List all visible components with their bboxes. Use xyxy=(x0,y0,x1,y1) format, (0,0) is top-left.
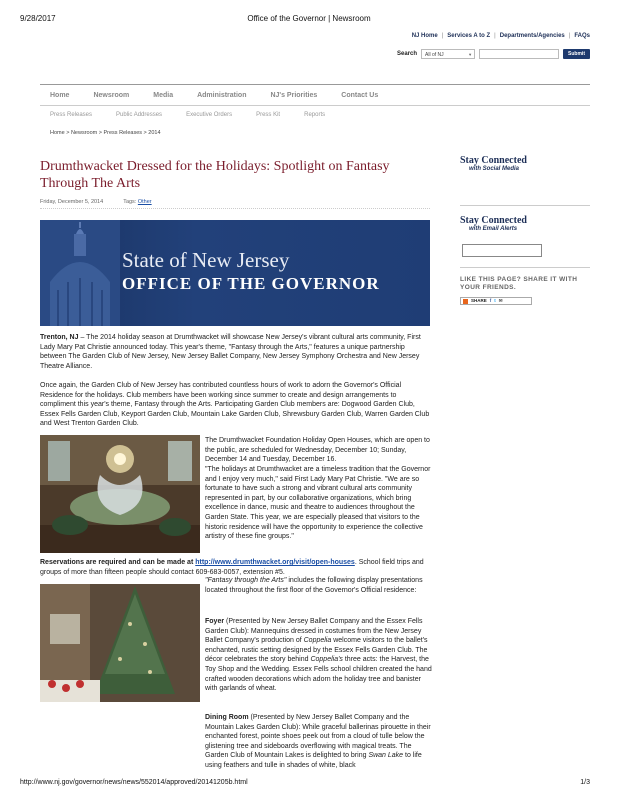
utility-nav: NJ Home | Services A to Z | Departments/Agencies | FAQs xyxy=(411,33,590,39)
reservations-rest: . School field trips and groups of more than fifteen people should contact 609-683-0057, extension #5. xyxy=(40,559,424,576)
open-houses-link[interactable]: http://www.drumthwacket.org/visit/open-houses xyxy=(195,559,355,566)
mainnav-media[interactable]: Media xyxy=(153,91,174,99)
paragraph-open-houses: The Drumthwacket Foundation Holiday Open Houses, which are open to the public, are scheduled for Wednesday, December 10; Sunday, December 14 and Tuesday, December 16. xyxy=(205,437,430,464)
dining-text-b: to life using feathers and tulle in shades of white, black xyxy=(205,752,422,769)
foyer-heading: Foyer xyxy=(205,618,225,625)
sidebar-divider xyxy=(460,205,590,206)
article-meta xyxy=(40,199,152,205)
paragraph-quote: "The holidays at Drumthwacket are a timeless tradition that the Governor and I enjoy very much," said First Lady Mary Pat Christie. "We are so fortunate to have such a strong and vibrant cultural arts community represented in part, by our collaborative organizations, which bring excellence in dance, music and theatre to audiences throughout the Garden State. This year, we are especially pleased that visitors to the historic residence will have the opportunity to experience the collective artistry of these fine groups." xyxy=(205,466,431,541)
paragraph-intro xyxy=(40,333,430,371)
foyer-coppelia: Coppelia xyxy=(303,637,332,645)
print-url: http://www.nj.gov/governor/news/news/552014/approved/20141205b.html xyxy=(20,779,248,786)
paragraph-reservations xyxy=(40,558,432,577)
foyer-coppelias: Coppelia's xyxy=(310,656,343,664)
foyer-text-c: three acts: the Harvest, the Toy Shop and the Wedding. Essex Fells school children created the hand crafted wooden decorations which adorn the holiday tree and banister with garlands of wheat. xyxy=(205,656,432,693)
search-submit-button[interactable]: Submit xyxy=(563,49,590,59)
search-bar xyxy=(397,49,590,59)
facebook-icon: f xyxy=(489,298,492,303)
article-title: Drumthwacket Dressed for the Holidays: Spotlight on Fantasy Through The Arts xyxy=(40,159,390,191)
dateline: Trenton, NJ xyxy=(40,334,79,341)
email-icon: ✉ xyxy=(498,298,503,303)
paragraph-displays xyxy=(205,576,433,595)
subnav-press-releases[interactable]: Press Releases xyxy=(50,112,93,118)
twitter-icon: t xyxy=(494,298,496,303)
search-scope-select[interactable]: All of NJ ▼ xyxy=(421,49,475,59)
foyer-text-a: (Presented by New Jersey Ballet Company and the Essex Fells Garden Club): Mannequins dressed in costumes from the New Jersey Ballet Company's production of xyxy=(205,618,423,645)
mainnav-contact[interactable]: Contact Us xyxy=(341,91,379,99)
paragraph-foyer xyxy=(205,617,433,694)
breadcrumb[interactable]: Home > Newsroom > Press Releases > 2014 xyxy=(50,130,161,136)
foyer-photo xyxy=(40,584,200,702)
email-subheading: with Email Alerts xyxy=(469,226,518,232)
banner-office-line: OFFICE OF THE GOVERNOR xyxy=(122,274,380,293)
tag-link[interactable]: Other xyxy=(137,199,152,205)
title-divider xyxy=(40,208,430,209)
subnav-executive-orders[interactable]: Executive Orders xyxy=(186,112,233,118)
share-icon xyxy=(463,299,468,304)
displays-theme: "Fantasy through the Arts" xyxy=(205,577,287,584)
dining-text-a: (Presented by New Jersey Ballet Company and the Mountain Lakes Garden Club): While graceful ballerinas pirouette in their enchanted forest, pointe shoes peek out from a cloud of tulle below the glistening tree and sideboards overflowing with magical treats. The Garden Club of Mountain Lakes is delighted to bring xyxy=(205,714,431,760)
email-alerts-block xyxy=(460,215,527,232)
nav-faqs[interactable]: FAQs xyxy=(574,33,590,39)
print-date: 9/28/2017 xyxy=(20,14,56,23)
social-subheading: with Social Media xyxy=(469,166,520,172)
capitol-dome-icon xyxy=(40,220,120,326)
banner-state-line: State of New Jersey xyxy=(122,248,290,272)
subnav-reports[interactable]: Reports xyxy=(304,112,326,118)
intro-text: – The 2014 holiday season at Drumthwacket will showcase New Jersey's vibrant cultural arts community, First Lady Mary Pat Christie announced today. This year's theme, "Fantasy through the Arts," features a unique partnership between The Garden Club of New Jersey, New Jersey Ballet Company, New Jersey Symphony Orchestra and New Jersey Theatre Alliance. xyxy=(40,334,421,370)
nav-services[interactable]: Services A to Z xyxy=(447,33,491,39)
email-alert-input[interactable] xyxy=(462,244,542,257)
article-tags xyxy=(123,199,151,205)
print-doc-title: Office of the Governor | Newsroom xyxy=(247,14,371,23)
share-button[interactable] xyxy=(460,297,532,305)
search-label: Search xyxy=(397,51,418,57)
dining-room-photo xyxy=(40,435,200,553)
nav-nj-home[interactable]: NJ Home xyxy=(411,33,438,39)
reservations-lead: Reservations are required and can be made at xyxy=(40,559,196,566)
share-label: SHARE xyxy=(471,298,487,303)
foyer-photo-image xyxy=(40,584,200,702)
search-input[interactable] xyxy=(479,49,559,59)
sidebar-divider-2 xyxy=(460,267,590,268)
share-prompt: LIKE THIS PAGE? SHARE IT WITH YOUR FRIENDS. xyxy=(460,276,578,291)
article-date: Friday, December 5, 2014 xyxy=(40,199,104,205)
tags-label: Tags: xyxy=(123,199,137,205)
governor-banner xyxy=(40,220,430,326)
social-heading[interactable]: Stay Connected xyxy=(460,155,527,166)
paragraph-garden-club: Once again, the Garden Club of New Jersey has contributed countless hours of work to adorn the Governor's Official Residence for the holidays. Club members have been working since summer to create and design arrangements to compliment this year's theme, Fantasy through the Arts. Participating Garden Club members are: Dogwood Garden Club, Essex Fells Garden Club, Keyport Garden Club, Mountain Lake Garden Club, Shrewsbury Garden Club, Warren Garden Club and West Trenton Garden Club. xyxy=(40,382,430,428)
main-nav xyxy=(40,84,590,106)
subnav-press-kit[interactable]: Press Kit xyxy=(256,112,281,118)
print-page-number: 1/3 xyxy=(580,779,590,786)
mainnav-priorities[interactable]: NJ's Priorities xyxy=(270,91,318,99)
mainnav-newsroom[interactable]: Newsroom xyxy=(93,91,130,99)
displays-text: includes the following display presentations located throughout the first floor of the Governor's Official residence: xyxy=(205,577,423,594)
social-media-block xyxy=(460,155,527,172)
mainnav-administration[interactable]: Administration xyxy=(197,91,247,99)
dining-heading: Dining Room xyxy=(205,714,249,721)
dining-swan-lake: Swan Lake xyxy=(368,752,404,760)
foyer-text-b: welcome visitors to the ballet's enchanted, rustic setting designed by the Essex Fells Garden Club. The décor celebrates the story behind xyxy=(205,637,428,664)
sub-nav xyxy=(50,112,325,118)
subnav-public-addresses[interactable]: Public Addresses xyxy=(116,112,163,118)
nav-departments[interactable]: Departments/Agencies xyxy=(499,33,565,39)
email-heading[interactable]: Stay Connected xyxy=(460,215,527,226)
dining-photo-image xyxy=(40,435,200,553)
paragraph-dining xyxy=(205,713,433,771)
mainnav-home[interactable]: Home xyxy=(50,91,70,99)
